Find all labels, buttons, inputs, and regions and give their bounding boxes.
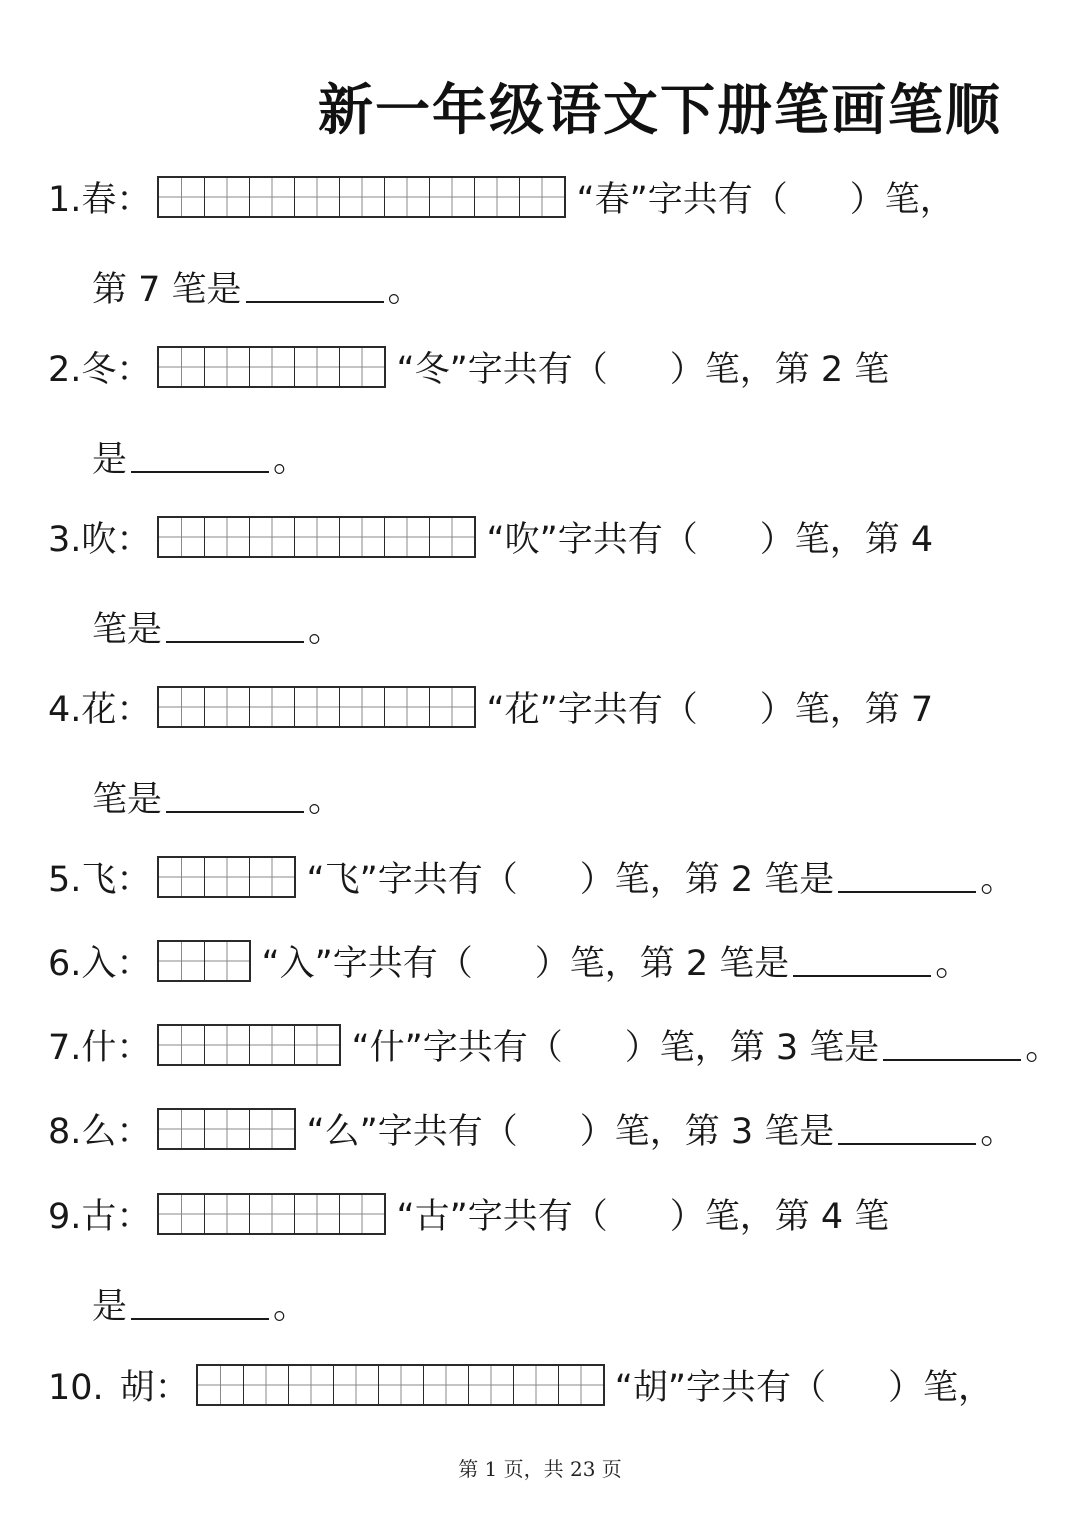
- question-close: ）笔，: [849, 180, 955, 220]
- question-label: [48, 1189, 151, 1239]
- question-label: [48, 1360, 190, 1410]
- stroke-name-blank[interactable]: [793, 945, 931, 977]
- stroke-cell[interactable]: [294, 1195, 339, 1233]
- stroke-cell[interactable]: [249, 348, 294, 386]
- stroke-cell[interactable]: [159, 178, 204, 216]
- stroke-grid[interactable]: [157, 1024, 341, 1066]
- question-line: [48, 172, 955, 222]
- question-num: 1.: [48, 180, 82, 220]
- stroke-name-blank[interactable]: [131, 441, 269, 473]
- question-cont-text: 笔是: [92, 780, 163, 820]
- stroke-cell[interactable]: [384, 178, 429, 216]
- question-num: 3.: [48, 520, 82, 560]
- question-line: [48, 1360, 993, 1410]
- question-close: ）笔，第 4: [759, 520, 934, 560]
- stroke-cell[interactable]: [249, 178, 294, 216]
- question-line: [48, 852, 1015, 902]
- question-prompt: “春”字共有（: [576, 180, 788, 220]
- stroke-name-blank[interactable]: [838, 1113, 976, 1145]
- stroke-cell[interactable]: [204, 1110, 249, 1148]
- stroke-cell[interactable]: [378, 1366, 423, 1404]
- stroke-name-blank[interactable]: [131, 1288, 269, 1320]
- stroke-cell[interactable]: [204, 518, 249, 556]
- question-prompt: “古”字共有（: [396, 1197, 608, 1237]
- stroke-grid[interactable]: [157, 940, 251, 982]
- question-prompt: “什”字共有（: [351, 1028, 563, 1068]
- stroke-cell[interactable]: [249, 1195, 294, 1233]
- question-colon: ：: [116, 690, 152, 730]
- stroke-name-blank[interactable]: [883, 1029, 1021, 1061]
- question-prompt: “飞”字共有（: [306, 860, 518, 900]
- question-char: 冬: [81, 350, 117, 390]
- stroke-cell[interactable]: [339, 348, 384, 386]
- question-line: [48, 1020, 1060, 1070]
- stroke-cell[interactable]: [159, 688, 204, 726]
- stroke-cell[interactable]: [519, 178, 564, 216]
- question-colon: ：: [116, 1112, 152, 1152]
- question-line: [48, 512, 933, 562]
- question-label: [48, 682, 151, 732]
- question-line: [48, 1104, 1015, 1154]
- stroke-grid[interactable]: [196, 1364, 605, 1406]
- question-num: 6.: [48, 944, 82, 984]
- question-num: 5.: [48, 860, 82, 900]
- stroke-grid[interactable]: [157, 686, 476, 728]
- stroke-cell[interactable]: [204, 348, 249, 386]
- page-footer: 第 1 页，共 23 页: [458, 1457, 622, 1481]
- question-char: 入: [81, 944, 117, 984]
- question-label: [48, 936, 151, 986]
- question-end: 。: [308, 610, 344, 650]
- stroke-cell[interactable]: [159, 1195, 204, 1233]
- stroke-name-blank[interactable]: [838, 861, 976, 893]
- question-num: 7.: [48, 1028, 82, 1068]
- question-line: [48, 936, 970, 986]
- stroke-cell[interactable]: [288, 1366, 333, 1404]
- stroke-cell[interactable]: [243, 1366, 288, 1404]
- question-label: [48, 1104, 151, 1154]
- question-label: [48, 1020, 151, 1070]
- stroke-cell[interactable]: [159, 348, 204, 386]
- stroke-cell[interactable]: [159, 1026, 204, 1064]
- question-prompt: “冬”字共有（: [396, 350, 608, 390]
- question-end: 。: [308, 780, 344, 820]
- question-end: 。: [980, 1112, 1016, 1152]
- question-close: ）笔，第 2 笔: [669, 350, 890, 390]
- question-num: 8.: [48, 1112, 82, 1152]
- question-continuation: [92, 602, 343, 652]
- stroke-name-blank[interactable]: [246, 271, 384, 303]
- question-colon: ：: [154, 1368, 190, 1408]
- stroke-cell[interactable]: [249, 688, 294, 726]
- question-continuation: [92, 262, 423, 312]
- stroke-cell[interactable]: [294, 178, 339, 216]
- stroke-cell[interactable]: [339, 1195, 384, 1233]
- question-num: 10.: [48, 1368, 104, 1408]
- stroke-cell[interactable]: [339, 178, 384, 216]
- stroke-cell[interactable]: [339, 688, 384, 726]
- stroke-cell[interactable]: [159, 942, 204, 980]
- question-num: 2.: [48, 350, 82, 390]
- question-colon: ：: [116, 1197, 152, 1237]
- question-char: 吹: [81, 520, 117, 560]
- stroke-cell[interactable]: [249, 858, 294, 896]
- question-close: ）笔，第 7: [759, 690, 934, 730]
- stroke-cell[interactable]: [429, 178, 474, 216]
- stroke-cell[interactable]: [429, 518, 474, 556]
- stroke-cell[interactable]: [198, 1366, 243, 1404]
- question-label: [48, 172, 151, 222]
- stroke-cell[interactable]: [339, 518, 384, 556]
- stroke-name-blank[interactable]: [166, 781, 304, 813]
- stroke-cell[interactable]: [204, 858, 249, 896]
- stroke-cell[interactable]: [204, 178, 249, 216]
- stroke-cell[interactable]: [468, 1366, 513, 1404]
- question-char: 飞: [81, 860, 117, 900]
- question-cont-text: 笔是: [92, 610, 163, 650]
- question-colon: ：: [116, 860, 152, 900]
- question-close: ）笔，第 4 笔: [669, 1197, 890, 1237]
- question-prompt: “入”字共有（: [261, 944, 473, 984]
- stroke-cell[interactable]: [204, 1026, 249, 1064]
- stroke-cell[interactable]: [159, 1110, 204, 1148]
- question-end: 。: [273, 1287, 309, 1327]
- question-char: 古: [81, 1197, 117, 1237]
- question-cont-text: 是: [92, 440, 128, 480]
- stroke-cell[interactable]: [423, 1366, 468, 1404]
- stroke-cell[interactable]: [474, 178, 519, 216]
- stroke-cell[interactable]: [384, 688, 429, 726]
- stroke-grid[interactable]: [157, 1193, 386, 1235]
- question-cont-text: 第 7 笔是: [92, 270, 242, 310]
- question-char: 春: [81, 180, 117, 220]
- question-num: 4.: [48, 690, 82, 730]
- question-char: 胡: [119, 1368, 155, 1408]
- stroke-grid[interactable]: [157, 856, 296, 898]
- question-prompt: “吹”字共有（: [486, 520, 698, 560]
- question-continuation: [92, 1279, 308, 1329]
- question-cont-text: 是: [92, 1287, 128, 1327]
- question-char: 花: [81, 690, 117, 730]
- stroke-cell[interactable]: [333, 1366, 378, 1404]
- stroke-cell[interactable]: [513, 1366, 558, 1404]
- question-line: [48, 1189, 889, 1239]
- question-close: ）笔，: [887, 1368, 993, 1408]
- stroke-cell[interactable]: [294, 348, 339, 386]
- stroke-cell[interactable]: [249, 518, 294, 556]
- question-line: [48, 682, 933, 732]
- stroke-cell[interactable]: [159, 518, 204, 556]
- question-close: ）笔，第 3 笔是: [624, 1028, 880, 1068]
- question-colon: ：: [116, 520, 152, 560]
- question-end: 。: [273, 440, 309, 480]
- question-line: [48, 342, 889, 392]
- stroke-cell[interactable]: [558, 1366, 603, 1404]
- stroke-grid[interactable]: [157, 176, 566, 218]
- question-colon: ：: [116, 180, 152, 220]
- stroke-grid[interactable]: [157, 516, 476, 558]
- question-end: 。: [980, 860, 1016, 900]
- question-continuation: [92, 772, 343, 822]
- stroke-cell[interactable]: [249, 1026, 294, 1064]
- question-char: 什: [81, 1028, 117, 1068]
- question-label: [48, 342, 151, 392]
- question-prompt: “花”字共有（: [486, 690, 698, 730]
- stroke-cell[interactable]: [204, 1195, 249, 1233]
- stroke-grid[interactable]: [157, 1108, 296, 1150]
- question-colon: ：: [116, 944, 152, 984]
- question-colon: ：: [116, 1028, 152, 1068]
- question-close: ）笔，第 2 笔是: [579, 860, 835, 900]
- stroke-cell[interactable]: [204, 942, 249, 980]
- question-end: 。: [387, 270, 423, 310]
- question-label: [48, 512, 151, 562]
- stroke-cell[interactable]: [294, 1026, 339, 1064]
- stroke-grid[interactable]: [157, 346, 386, 388]
- page-title: 新一年级语文下册笔画笔顺: [318, 77, 1003, 142]
- stroke-cell[interactable]: [294, 518, 339, 556]
- question-continuation: [92, 432, 308, 482]
- question-close: ）笔，第 3 笔是: [579, 1112, 835, 1152]
- question-char: 么: [81, 1112, 117, 1152]
- question-end: 。: [1025, 1028, 1061, 1068]
- stroke-cell[interactable]: [384, 518, 429, 556]
- question-colon: ：: [116, 350, 152, 390]
- stroke-cell[interactable]: [294, 688, 339, 726]
- stroke-name-blank[interactable]: [166, 611, 304, 643]
- question-end: 。: [935, 944, 971, 984]
- stroke-cell[interactable]: [159, 858, 204, 896]
- stroke-cell[interactable]: [204, 688, 249, 726]
- stroke-cell[interactable]: [249, 1110, 294, 1148]
- question-prompt: “胡”字共有（: [614, 1368, 826, 1408]
- question-close: ）笔，第 2 笔是: [534, 944, 790, 984]
- stroke-cell[interactable]: [429, 688, 474, 726]
- question-label: [48, 852, 151, 902]
- question-prompt: “么”字共有（: [306, 1112, 518, 1152]
- question-num: 9.: [48, 1197, 82, 1237]
